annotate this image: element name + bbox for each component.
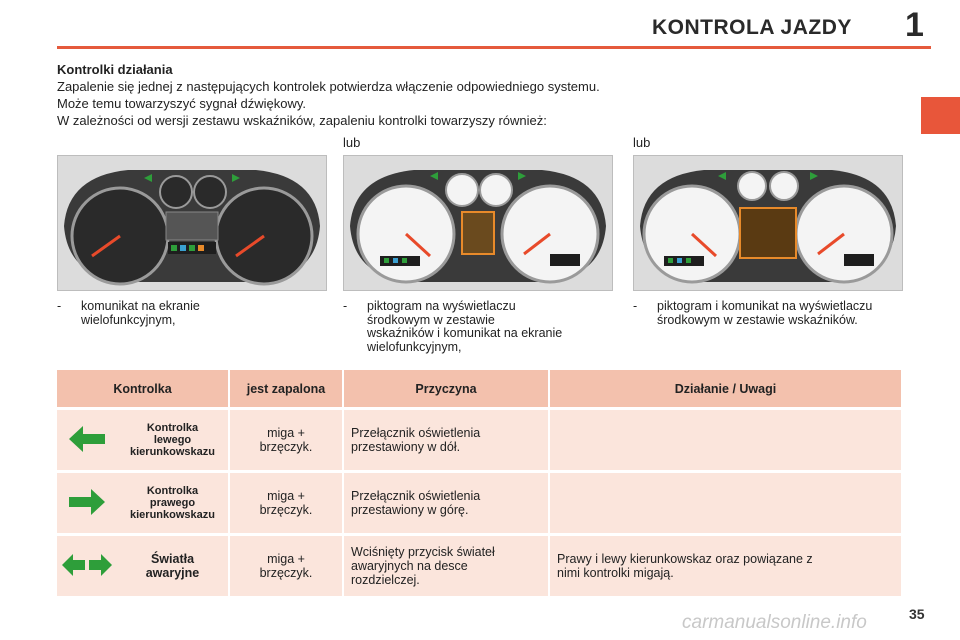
or-label: lub [633, 135, 651, 150]
chapter-number: 1 [905, 6, 924, 44]
intro-line: Może temu towarzyszyć sygnał dźwiękowy. [57, 96, 307, 111]
column-header: Kontrolka [57, 370, 230, 410]
bullet-dash: - [57, 299, 62, 313]
page-number: 35 [909, 606, 925, 622]
intro-line: Zapalenie się jednej z następujących kontrolek potwierdza włączenie odpowiedniego systemu. [57, 79, 600, 94]
caption-text: piktogram na wyświetlaczu środkowym w zestawie wskaźników i komunikat na ekranie wielofunkcyjnym, [367, 299, 563, 354]
cause-cell: Przełącznik oświetlenia przestawiony w górę. [344, 473, 550, 536]
state-cell: miga + brzęczyk. [230, 473, 344, 536]
left-arrow-icon [57, 426, 117, 455]
state-cell: miga + brzęczyk. [230, 410, 344, 473]
hazard-arrows-icon [57, 553, 117, 580]
state-cell: miga + brzęczyk. [230, 536, 344, 599]
right-arrow-icon [57, 489, 117, 518]
indicator-name: Kontrolka lewego kierunkowskazu [130, 422, 215, 458]
indicator-name: Światła awaryjne [145, 552, 200, 580]
intro-line: W zależności od wersji zestawu wskaźników, zapaleniu kontrolki towarzyszy również: [57, 113, 547, 128]
instrument-cluster-image [343, 155, 613, 291]
note-cell [550, 473, 903, 536]
indicator-table [57, 370, 903, 599]
watermark: carmanualsonline.info [682, 612, 867, 633]
bullet-dash: - [343, 299, 348, 313]
instrument-cluster-image [57, 155, 327, 291]
column-header: jest zapalona [230, 370, 344, 410]
chapter-tab [921, 97, 960, 134]
section-heading: Kontrolki działania [57, 62, 173, 77]
cause-cell: Wciśnięty przycisk świateł awaryjnych na desce rozdzielczej. [344, 536, 550, 599]
chapter-title: KONTROLA JAZDY [652, 16, 852, 39]
instrument-cluster-image [633, 155, 903, 291]
caption-text: piktogram i komunikat na wyświetlaczu środkowym w zestawie wskaźników. [657, 299, 873, 327]
column-header: Przyczyna [344, 370, 550, 410]
caption-text: komunikat na ekranie wielofunkcyjnym, [81, 299, 200, 327]
table-row [57, 410, 903, 473]
column-header: Działanie / Uwagi [550, 370, 903, 410]
table-header-row [57, 370, 903, 410]
note-cell: Prawy i lewy kierunkowskaz oraz powiązane z nimi kontrolki migają. [550, 536, 903, 599]
table-row [57, 536, 903, 599]
header-rule [57, 46, 931, 49]
indicator-cell [57, 536, 230, 599]
indicator-cell [57, 410, 230, 473]
cause-cell: Przełącznik oświetlenia przestawiony w dół. [344, 410, 550, 473]
or-label: lub [343, 135, 361, 150]
intro-text [57, 61, 857, 129]
bullet-dash: - [633, 299, 638, 313]
note-cell [550, 410, 903, 473]
indicator-name: Kontrolka prawego kierunkowskazu [130, 485, 215, 521]
table-row [57, 473, 903, 536]
indicator-cell [57, 473, 230, 536]
